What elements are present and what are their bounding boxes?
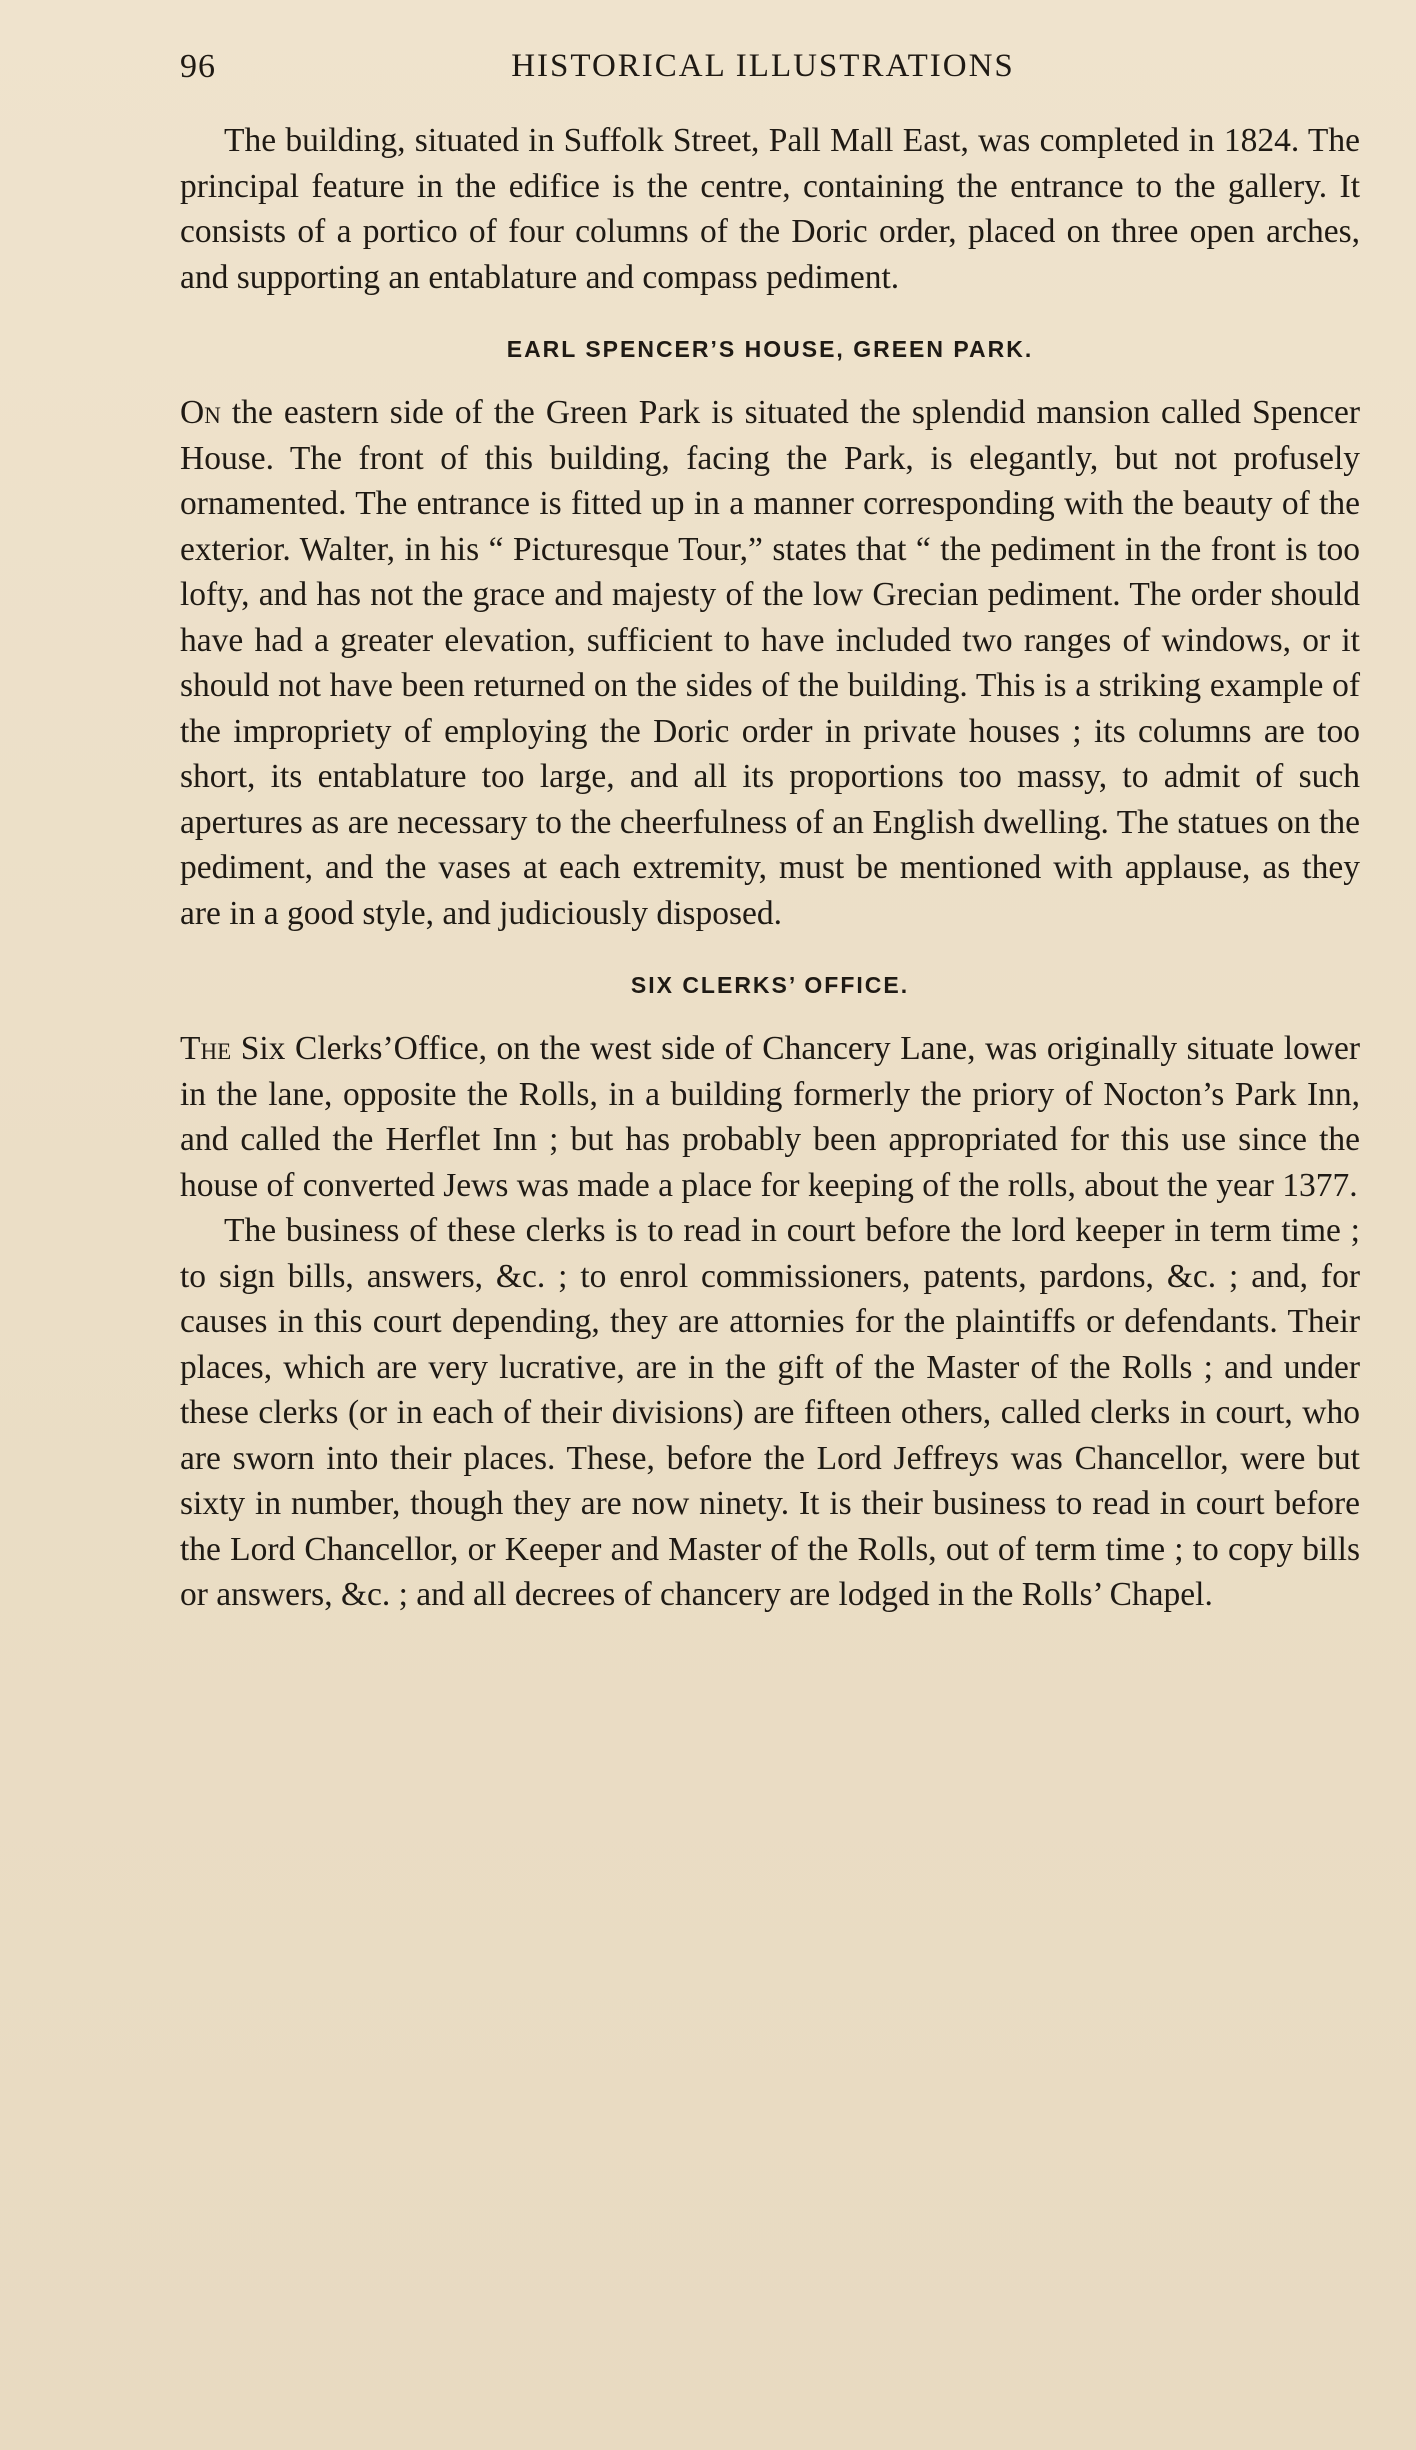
paragraph-lead: On: [180, 394, 221, 431]
paragraph-lead: The: [180, 1030, 232, 1067]
page-header: [168, 48, 1358, 98]
paragraph: [180, 390, 1360, 936]
section-heading: SIX CLERKS’ OFFICE.: [630, 972, 910, 998]
paragraph-text: the eastern side of the Green Park is situated the splendid mansion called Spencer House. The front of this building, facing the Park, is elegantly, but not profusely ornamented. The entrance is fitted up in a manner corresponding with the beauty of the exterior. Walter, in his “ Picturesque Tour,” states that “ the pediment in the front is too lofty, and has not the grace and majesty of the low Grecian pediment. The order should have had a greater elevation, sufficient to have included two ranges of windows, or it should not have been returned on the sides of the building. This is a striking example of the impropriety of employing the Doric order in private houses ; its columns are too short, its entablature too large, and all its proportions too massy, to admit of such apertures as are necessary to the cheerfulness of an English dwelling. The statues on the pediment, and the vases at each extremity, must be mentioned with applause, as they are in a good style, and judiciously disposed.: [180, 394, 1360, 932]
section-suffolk-street: [180, 118, 1360, 300]
paragraph: The business of these clerks is to read in court before the lord keeper in term time ; to sign bills, answers, &c. ; to enrol commissioners, patents, pardons, &c. ; and, for causes in this court depending, they are attornies for the plaintiffs or defendants. Their places, which are very lucrative, are in the gift of the Master of the Rolls ; and under these clerks (or in each of their divisions) are fifteen others, called clerks in court, who are sworn into their places. These, before the Lord Jeffreys was Chancellor, were but sixty in number, though they are now ninety. It is their business to read in court before the Lord Chancellor, or Keeper and Master of the Rolls, out of term time ; to copy bills or answers, &c. ; and all decrees of chancery are lodged in the Rolls’ Chapel.: [180, 1212, 1360, 1613]
section-heading: EARL SPENCER’S HOUSE, GREEN PARK.: [506, 336, 1034, 362]
running-head: HISTORICAL ILLUSTRATIONS: [511, 48, 1015, 84]
section-six-clerks-office: [180, 936, 1360, 1618]
paragraph-text: Six Clerks’Office, on the west side of Chancery Lane, was originally situate lower in the lane, opposite the Rolls, in a building formerly the priory of Nocton’s Park Inn, and called the Herflet Inn ; but has probably been appropriated for this use since the house of converted Jews was made a place for keeping of the rolls, about the year 1377.: [180, 1030, 1360, 1204]
paragraph: [180, 1026, 1360, 1208]
section-spencer-house: [180, 300, 1360, 936]
paragraph: The building, situated in Suffolk Street, Pall Mall East, was completed in 1824. The principal feature in the edifice is the centre, containing the entrance to the gallery. It consists of a portico of four columns of the Doric order, placed on three open arches, and supporting an entablature and compass pediment.: [180, 122, 1360, 296]
page-number: 96: [180, 48, 216, 85]
page-body: [180, 118, 1360, 1618]
